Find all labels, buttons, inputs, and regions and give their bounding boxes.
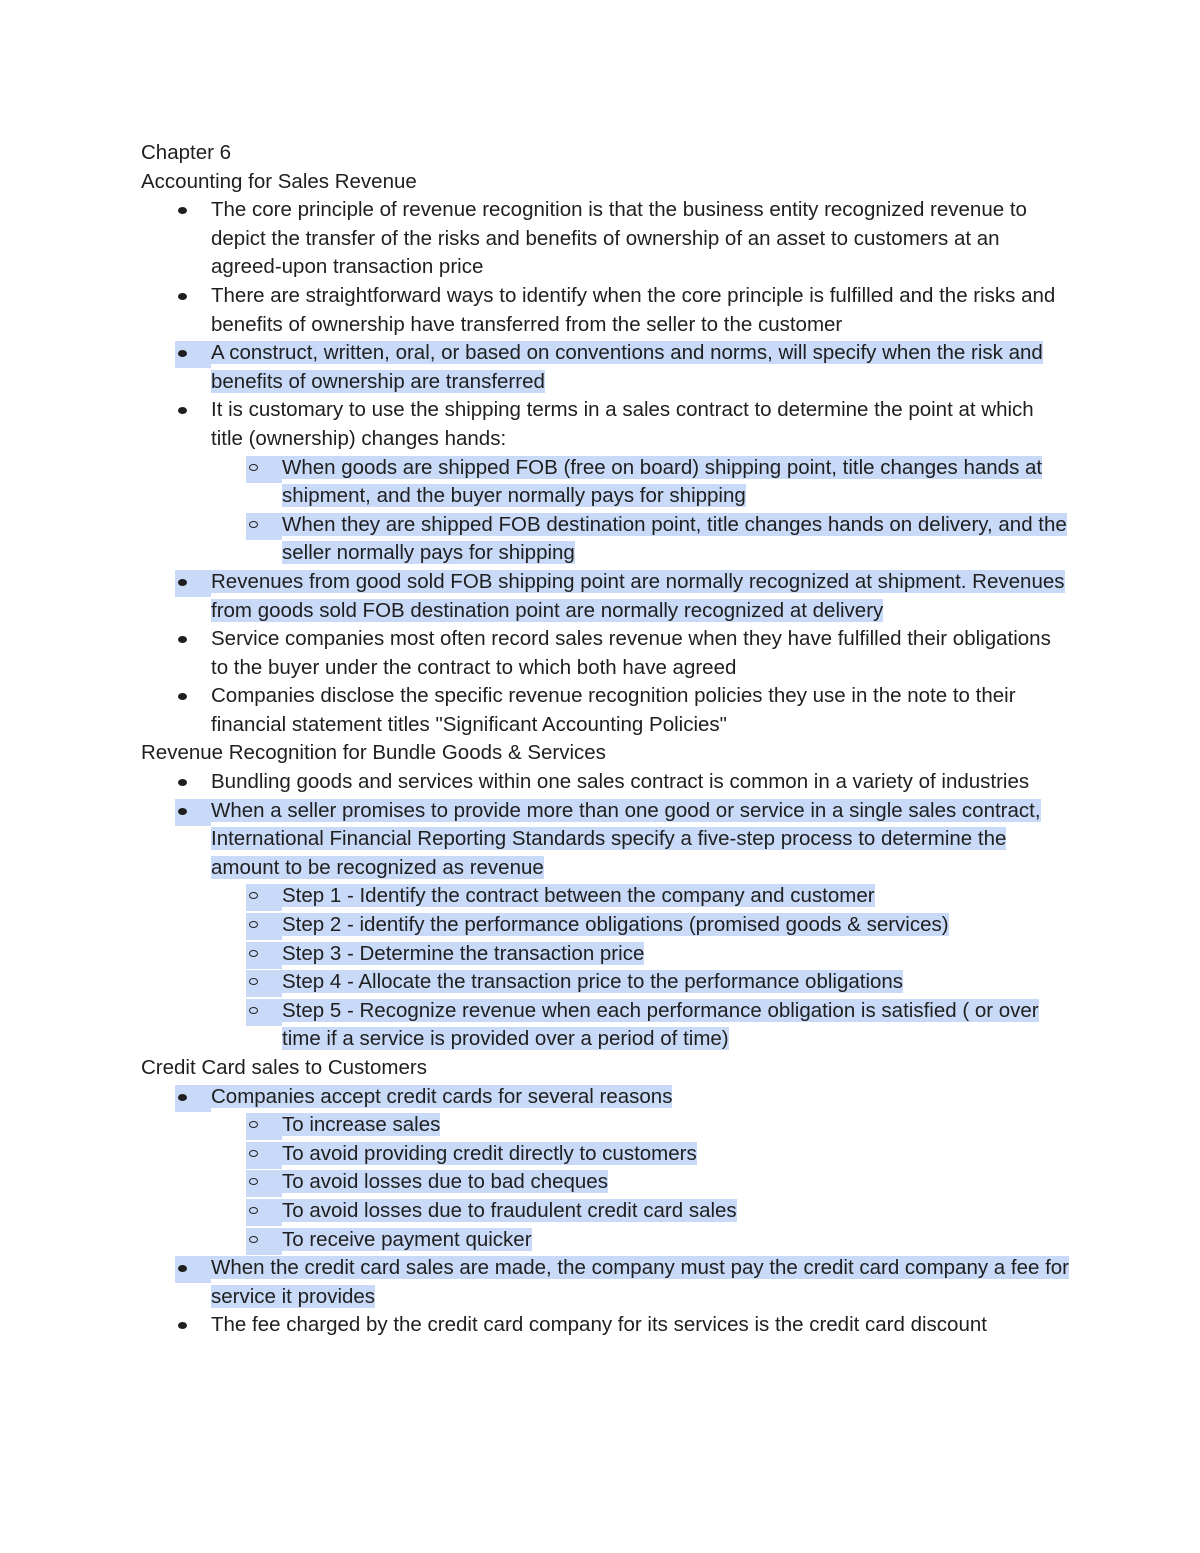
- sub-list-item: [141, 1197, 1071, 1226]
- sub-list-item: [141, 940, 1071, 969]
- list-item-text: When a seller promises to provide more than one good or service in a single sales contract, International Financial Reporting Standards specify a five-step process to determine the amount to be recognized as revenue: [211, 798, 1041, 879]
- circle-bullet-icon: [249, 521, 258, 528]
- circle-bullet-icon: [249, 1207, 258, 1214]
- bullet-icon: [178, 693, 187, 700]
- sub-list-item: [141, 997, 1071, 1054]
- bullet-icon: [178, 579, 187, 586]
- sub-list-item-text: To avoid losses due to fraudulent credit card sales: [282, 1198, 737, 1222]
- list-item-text: Bundling goods and services within one sales contract is common in a variety of industries: [211, 770, 1030, 794]
- sub-list-item: [141, 882, 1071, 911]
- chapter-title: Chapter 6: [141, 141, 232, 164]
- list-item-text: The core principle of revenue recognition is that the business entity recognized revenue to depict the transfer of the risks and benefits of ownership of an asset to customers at an agreed-upon transaction price: [211, 198, 1027, 279]
- sub-list-item-text: Step 3 - Determine the transaction price: [282, 941, 645, 965]
- list-item: [141, 1311, 1071, 1340]
- sub-list-item-text: Step 1 - Identify the contract between the company and customer: [282, 884, 875, 908]
- circle-bullet-icon: [249, 921, 258, 928]
- bullet-icon: [178, 779, 187, 786]
- list-item: [141, 196, 1071, 282]
- list-item: [141, 1254, 1071, 1311]
- list-item-text: There are straightforward ways to identify when the core principle is fulfilled and the risks and benefits of ownership have transferred from the seller to the customer: [211, 283, 1056, 336]
- sub-list-item-text: When they are shipped FOB destination point, title changes hands on delivery, and the seller normally pays for shipping: [282, 512, 1067, 565]
- list-item-text: A construct, written, oral, or based on conventions and norms, will specify when the risk and benefits of ownership are transferred: [211, 341, 1043, 393]
- sub-list-item-text: To avoid providing credit directly to customers: [282, 1141, 697, 1165]
- bullet-list: [141, 196, 1071, 453]
- sub-list-item-text: To avoid losses due to bad cheques: [282, 1170, 608, 1194]
- list-item: [141, 1083, 1071, 1112]
- sub-list-item-text: Step 2 - identify the performance obligations (promised goods & services): [282, 913, 949, 937]
- section-heading: Accounting for Sales Revenue: [141, 169, 417, 193]
- bullet-icon: [178, 293, 187, 300]
- sub-list-item-text: Step 5 - Recognize revenue when each performance obligation is satisfied ( or over time if a service is provided over a period of time): [282, 998, 1039, 1051]
- bullet-list: [141, 768, 1071, 882]
- bullet-list: [141, 1083, 1071, 1112]
- section-heading: Credit Card sales to Customers: [141, 1056, 427, 1079]
- list-item-text: It is customary to use the shipping terms in a sales contract to determine the point at which title (ownership) changes hands:: [211, 398, 1034, 450]
- section-heading: Revenue Recognition for Bundle Goods & Services: [141, 741, 606, 765]
- sub-list-item: [141, 1226, 1071, 1255]
- sub-list-item-text: To receive payment quicker: [282, 1227, 532, 1251]
- list-item-text: The fee charged by the credit card company for its services is the credit card discount: [211, 1313, 987, 1337]
- list-item: [141, 625, 1071, 682]
- document-page: [141, 139, 1071, 1340]
- sub-bullet-list: [141, 882, 1071, 1054]
- bullet-list: [141, 568, 1071, 740]
- list-item-text: Service companies most often record sales revenue when they have fulfilled their obligations to the buyer under the contract to which both have agreed: [211, 627, 1051, 679]
- bullet-icon: [178, 1322, 187, 1329]
- sub-list-item: [141, 1168, 1071, 1197]
- bullet-icon: [178, 808, 187, 815]
- circle-bullet-icon: [249, 1150, 258, 1157]
- list-item: [141, 339, 1071, 396]
- list-item-text: When the credit card sales are made, the company must pay the credit card company a fee for service it provides: [211, 1256, 1070, 1308]
- sub-bullet-list: [141, 1111, 1071, 1254]
- list-item: [141, 797, 1071, 883]
- sub-list-item: [141, 454, 1071, 511]
- list-item-text: Companies disclose the specific revenue recognition policies they use in the note to their financial statement titles "Significant Accounting Policies": [211, 684, 1016, 736]
- bullet-icon: [178, 1094, 187, 1101]
- sub-list-item: [141, 511, 1071, 568]
- sub-list-item: [141, 1111, 1071, 1140]
- sub-list-item: [141, 911, 1071, 940]
- list-item-text: Companies accept credit cards for several reasons: [211, 1084, 673, 1108]
- circle-bullet-icon: [249, 1236, 258, 1243]
- sub-list-item-text: To increase sales: [282, 1113, 441, 1137]
- list-item: [141, 568, 1071, 625]
- bullet-icon: [178, 207, 187, 214]
- list-item: [141, 682, 1071, 739]
- list-item: [141, 396, 1071, 453]
- list-item: [141, 768, 1071, 797]
- bullet-list: [141, 1254, 1071, 1340]
- list-item-text: Revenues from good sold FOB shipping point are normally recognized at shipment. Revenues from goods sold FOB destination point are normally recognized at delivery: [211, 569, 1065, 622]
- bullet-icon: [178, 407, 187, 414]
- circle-bullet-icon: [249, 950, 258, 957]
- sub-bullet-list: [141, 454, 1071, 568]
- list-item: [141, 282, 1071, 339]
- circle-bullet-icon: [249, 464, 258, 471]
- sub-list-item-text: Step 4 - Allocate the transaction price to the performance obligations: [282, 970, 904, 994]
- circle-bullet-icon: [249, 1007, 258, 1014]
- sub-list-item: [141, 968, 1071, 997]
- sub-list-item-text: When goods are shipped FOB (free on board) shipping point, title changes hands at shipment, and the buyer normally pays for shipping: [282, 455, 1043, 508]
- sub-list-item: [141, 1140, 1071, 1169]
- bullet-icon: [178, 636, 187, 643]
